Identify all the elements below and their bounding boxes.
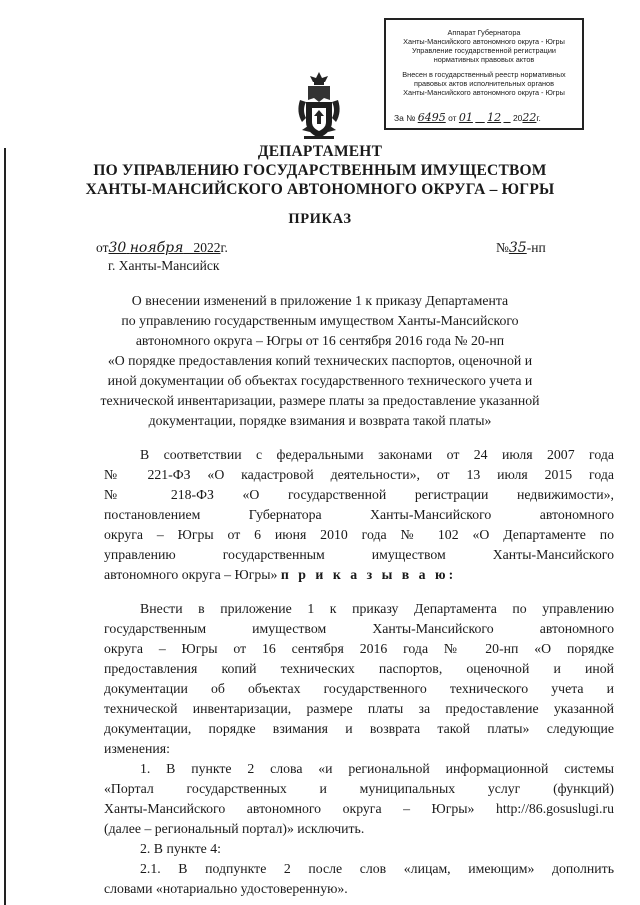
item1-line: (далее – региональный портал)» исключить.	[104, 821, 365, 836]
preamble-line: постановлением Губернатора Ханты-Мансийского автономного	[104, 507, 614, 522]
body-line: документации об объектах государственного технического учета и	[104, 681, 614, 696]
stamp-line: Аппарат Губернатора	[447, 28, 521, 37]
stamp-registration-line	[394, 113, 541, 123]
stamp-line: Внесен в государственный реестр нормативных	[402, 70, 566, 79]
subject-line: иной документации об объектах государственного технического учета и	[107, 373, 533, 388]
registration-stamp	[384, 18, 584, 130]
date-day: 30	[108, 240, 127, 256]
date-prefix: от	[96, 240, 109, 255]
item21-last-line: словами «нотариально удостоверенную».	[104, 881, 348, 896]
subject-line: автономного округа – Югры от 16 сентября 2016 года № 20-нп	[135, 333, 505, 348]
stamp-reg-year: 22	[522, 111, 537, 124]
preamble-line: управлению государственным имуществом Ханты-Мансийского	[104, 547, 614, 562]
item1-line: Ханты-Мансийского автономного округа – Югры» http://86.gosuslugi.ru	[104, 801, 614, 816]
stamp-line: Управление государственной регистрации	[412, 46, 556, 55]
body-line: государственным имуществом Ханты-Мансийского автономного	[104, 621, 614, 636]
item2-line: 2. В пункте 4:	[140, 841, 221, 856]
stamp-reg-month: 12	[487, 111, 502, 124]
number-prefix: №	[496, 240, 509, 255]
preamble-line: № 221-ФЗ «О кадастровой деятельности», от 13 июля 2015 года	[104, 467, 614, 482]
stamp-line: Ханты-Мансийского автономного округа - Югры	[403, 37, 565, 46]
stamp-line: правовых актов исполнительных органов	[414, 79, 554, 88]
date-month: ноября	[129, 240, 184, 256]
stamp-line: Ханты-Мансийского автономного округа - Югры	[403, 88, 565, 97]
preamble-line: № 218-ФЗ «О государственной регистрации недвижимости»,	[104, 487, 614, 502]
stamp-reg-prefix: За №	[394, 113, 416, 123]
item21-line: 2.1. В подпункте 2 после слов «лицам, имеющим» дополнить	[140, 861, 614, 876]
department-title-line2: ПО УПРАВЛЕНИЮ ГОСУДАРСТВЕННЫМ ИМУЩЕСТВОМ	[93, 162, 547, 179]
date-suffix: г.	[220, 240, 228, 255]
subject-line: по управлению государственным имуществом Ханты-Мансийского	[121, 313, 519, 328]
order-city: г. Ханты-Мансийск	[108, 258, 220, 273]
preamble-line: В соответствии с федеральными законами от 24 июля 2007 года	[140, 447, 614, 462]
stamp-line: нормативных правовых актов	[433, 55, 535, 64]
coat-of-arms-icon	[294, 70, 344, 142]
subject-line: документации, порядке взимания и возврата такой платы»	[148, 413, 492, 428]
stamp-reg-day: 01	[458, 111, 473, 124]
item1-line: «Портал государственных и муниципальных услуг (функций)	[104, 781, 614, 796]
order-word: п р и к а з ы в а ю:	[280, 567, 457, 582]
stamp-reg-number: 6495	[417, 111, 446, 124]
body-line: округа – Югры от 16 сентября 2016 года № 20-нп «О порядке	[104, 641, 614, 656]
subject-line: технической инвентаризации, размере платы за предоставление указанной	[100, 393, 540, 408]
number-suffix: -нп	[526, 240, 546, 255]
stamp-reg-from: от	[448, 113, 457, 123]
document-type-heading: ПРИКАЗ	[288, 211, 352, 227]
body-line: предоставления копий технических паспортов, оценочной и иной	[104, 661, 614, 676]
preamble-line: округа – Югры от 6 июня 2010 года № 102 «О Департаменте по	[104, 527, 614, 542]
subject-line: «О порядке предоставления копий технических паспортов, оценочной и	[107, 353, 533, 368]
body-line: изменения:	[104, 741, 170, 756]
item1-line: 1. В пункте 2 слова «и региональной информационной системы	[140, 761, 614, 776]
body-line: Внести в приложение 1 к приказу Департамента по управлению	[140, 601, 614, 616]
subject-line: О внесении изменений в приложение 1 к приказу Департамента	[131, 293, 509, 308]
number-value: 35	[508, 240, 527, 256]
department-title-line3: ХАНТЫ-МАНСИЙСКОГО АВТОНОМНОГО ОКРУГА – ЮГРЫ	[85, 181, 555, 198]
body-line: документации, порядке взимания и возврата такой платы» следующие	[104, 721, 614, 736]
stamp-reg-year-prefix: 20	[512, 113, 523, 123]
preamble-last-text: автономного округа – Югры»	[104, 567, 278, 582]
order-number	[496, 240, 546, 256]
scan-margin-line	[4, 148, 6, 905]
body-line: технической инвентаризации, размере платы за предоставление указанной	[104, 701, 614, 716]
date-year: 2022	[193, 240, 221, 255]
stamp-reg-suffix: г.	[536, 113, 541, 123]
department-title-line1: ДЕПАРТАМЕНТ	[257, 143, 383, 160]
preamble-last-line	[104, 567, 456, 583]
order-date	[96, 240, 228, 256]
